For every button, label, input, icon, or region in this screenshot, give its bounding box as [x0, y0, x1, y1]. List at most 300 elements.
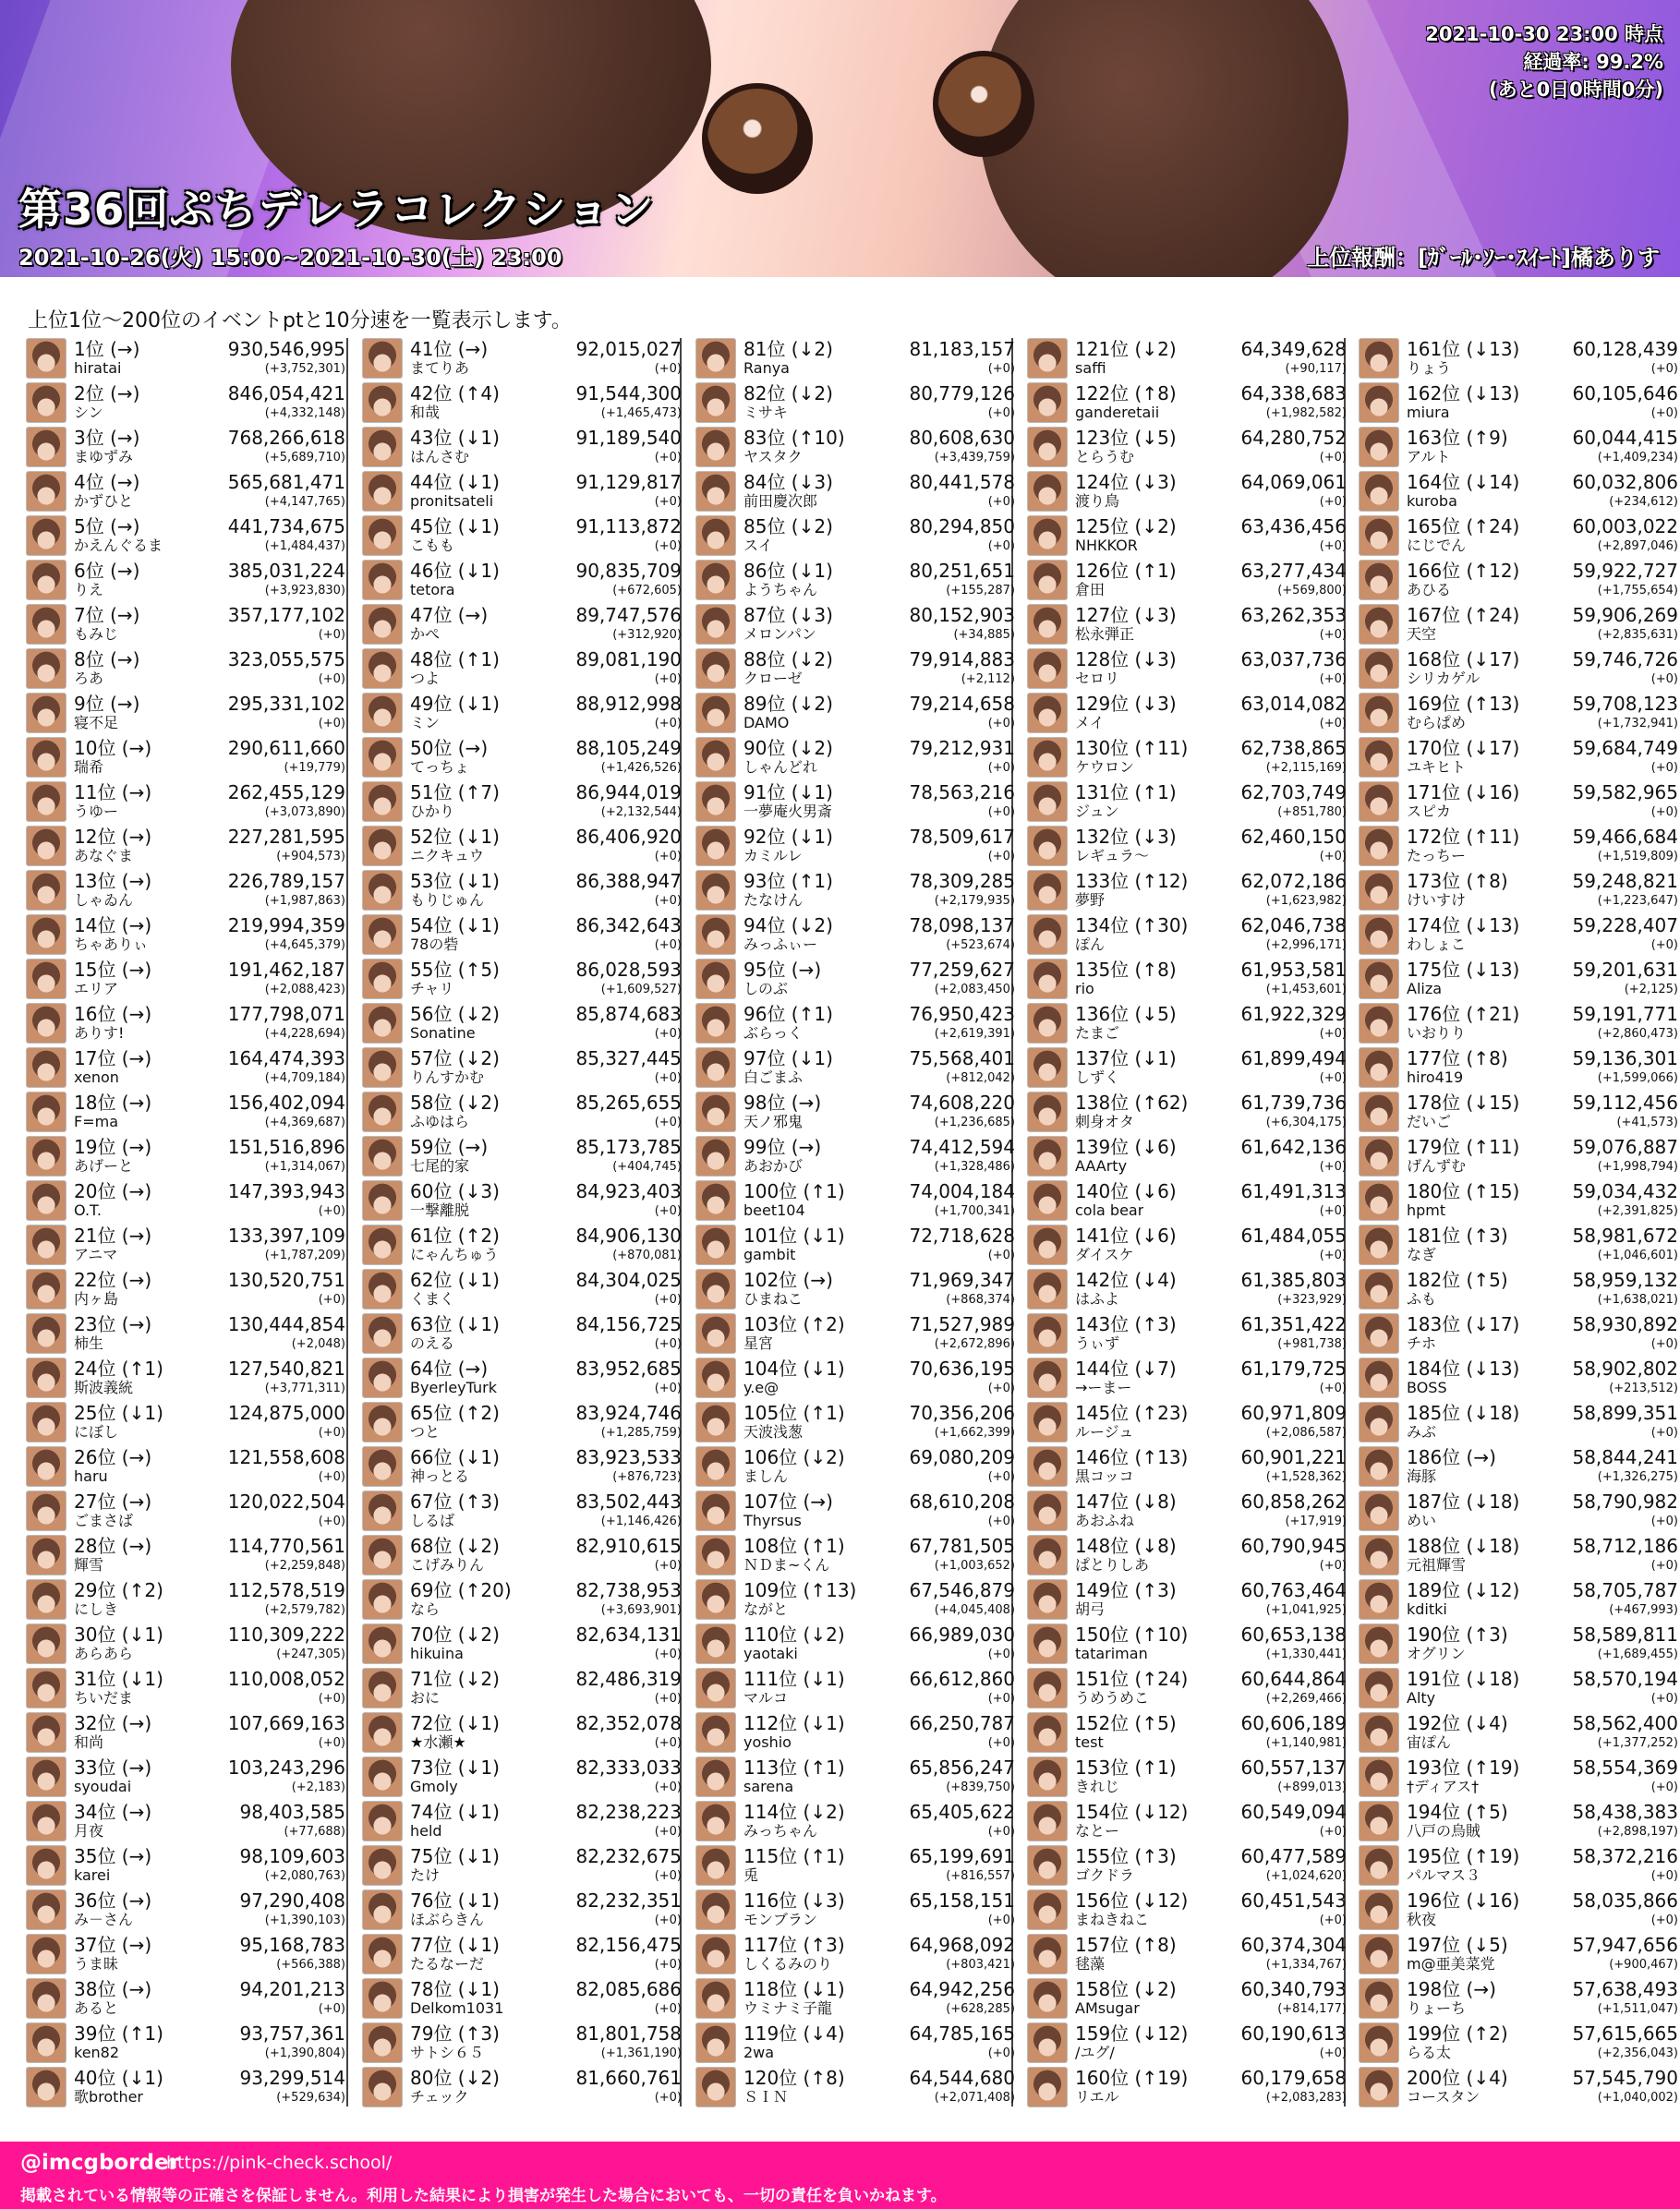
ranking-row [362, 1311, 682, 1356]
ten-minute-diff: (+0) [987, 1913, 1015, 1927]
ten-minute-diff: (+0) [318, 1515, 345, 1528]
player-name: ぶらっく [743, 1025, 804, 1042]
rank-label: 138位 (↑62) [1075, 1092, 1189, 1114]
ranking-row [1027, 1001, 1347, 1045]
player-name: アニマ [74, 1247, 118, 1263]
ranking-row [1359, 1311, 1678, 1356]
player-name: 柿生 [74, 1335, 104, 1352]
player-name: うぃず [1075, 1335, 1120, 1352]
ranking-row [695, 1400, 1015, 1444]
player-name: 海豚 [1407, 1468, 1437, 1485]
player-name: 一撃離脱 [410, 1202, 470, 1219]
player-name: はんさむ [410, 449, 470, 465]
avatar [362, 1358, 403, 1398]
player-name: レギュラ～ [1075, 848, 1150, 864]
event-points: 67,781,505 [909, 1535, 1015, 1557]
ranking-row [1359, 469, 1678, 513]
ranking-row [1027, 1799, 1347, 1843]
avatar [26, 560, 66, 600]
player-name: つよ [410, 670, 441, 687]
ten-minute-diff: (+2,898,197) [1597, 1825, 1678, 1839]
rank-label: 7位 (→) [74, 604, 140, 626]
player-name: gambit [743, 1247, 796, 1263]
event-points: 127,540,821 [227, 1358, 345, 1380]
rank-label: 171位 (↓16) [1407, 781, 1520, 803]
avatar [26, 1535, 66, 1575]
avatar [695, 1402, 736, 1442]
ten-minute-diff: (+1,377,252) [1597, 1736, 1678, 1750]
rank-label: 131位 (↑1) [1075, 781, 1177, 803]
player-name: beet104 [743, 1202, 805, 1219]
avatar [26, 1180, 66, 1221]
ranking-row [362, 1976, 682, 2021]
avatar [1359, 471, 1399, 512]
ten-minute-diff: (+672,605) [612, 584, 682, 598]
rank-label: 189位 (↓12) [1407, 1579, 1520, 1601]
avatar [1359, 604, 1399, 645]
rank-label: 64位 (→) [410, 1358, 489, 1380]
event-points: 60,653,138 [1240, 1624, 1347, 1646]
ten-minute-diff: (+876,723) [612, 1470, 682, 1484]
avatar [695, 1668, 736, 1708]
player-name: 黒コッコ [1075, 1468, 1134, 1485]
player-name: セロリ [1075, 670, 1120, 687]
rank-label: 96位 (↑1) [743, 1003, 833, 1025]
avatar [1359, 1845, 1399, 1886]
event-points: 65,158,151 [909, 1889, 1015, 1912]
avatar [362, 1712, 403, 1753]
player-name: saffi [1075, 360, 1106, 377]
player-name: あおふね [1075, 1513, 1135, 1529]
ranking-row [1027, 1976, 1347, 2021]
ranking-row [1359, 2065, 1678, 2109]
ten-minute-diff: (+523,674) [946, 938, 1015, 952]
ten-minute-diff: (+0) [1650, 1913, 1678, 1927]
rank-label: 179位 (↑11) [1407, 1136, 1520, 1158]
rank-label: 94位 (↓2) [743, 914, 833, 936]
event-points: 66,989,030 [909, 1624, 1015, 1646]
player-name: けいすけ [1407, 892, 1467, 909]
ten-minute-diff: (+0) [654, 1869, 682, 1883]
rank-label: 9位 (→) [74, 693, 140, 715]
rank-label: 152位 (↑5) [1075, 1712, 1177, 1734]
ranking-row [26, 1311, 345, 1356]
player-name: 78の砦 [410, 936, 459, 953]
ranking-column [26, 336, 345, 2109]
avatar [695, 1180, 736, 1221]
player-name: ganderetaii [1075, 404, 1160, 421]
ten-minute-diff: (+0) [1650, 938, 1678, 952]
ten-minute-diff: (+1,453,601) [1265, 983, 1347, 996]
player-name: にしき [74, 1601, 119, 1618]
ranking-column [1359, 336, 1678, 2109]
player-name: 刺身オタ [1075, 1114, 1135, 1130]
ten-minute-diff: (+3,771,311) [264, 1382, 345, 1395]
event-points: 65,856,247 [909, 1756, 1015, 1779]
status-remaining: (あと0日0時間0分) [1488, 78, 1663, 101]
player-name: わしょこ [1407, 936, 1467, 953]
ranking-row [1359, 1533, 1678, 1577]
rank-label: 182位 (↑5) [1407, 1269, 1508, 1291]
ten-minute-diff: (+900,467) [1609, 1958, 1678, 1972]
ten-minute-diff: (+1,623,982) [1265, 894, 1347, 908]
event-points: 85,327,445 [575, 1047, 682, 1069]
avatar [26, 959, 66, 999]
ranking-row [362, 1134, 682, 1178]
event-points: 81,660,761 [575, 2067, 682, 2089]
rank-label: 100位 (↑1) [743, 1180, 845, 1202]
avatar [26, 826, 66, 866]
player-name: モンブラン [743, 1912, 818, 1928]
avatar [695, 1358, 736, 1398]
player-name: 渡り鳥 [1075, 493, 1120, 510]
rank-label: 155位 (↑3) [1075, 1845, 1177, 1867]
event-points: 59,201,631 [1572, 959, 1678, 981]
ten-minute-diff: (+868,374) [946, 1293, 1015, 1307]
ranking-row [362, 1223, 682, 1267]
player-name: karei [74, 1867, 111, 1884]
rank-label: 69位 (↑20) [410, 1579, 512, 1601]
event-points: 65,405,622 [909, 1801, 1015, 1823]
player-name: カミルレ [743, 848, 803, 864]
ten-minute-diff: (+1,638,021) [1597, 1293, 1678, 1307]
rank-label: 156位 (↓12) [1075, 1889, 1189, 1912]
avatar [695, 1845, 736, 1886]
ten-minute-diff: (+0) [654, 1204, 682, 1218]
rank-label: 188位 (↓18) [1407, 1535, 1520, 1557]
player-name: はふよ [1075, 1291, 1120, 1308]
ten-minute-diff: (+0) [987, 539, 1015, 553]
ranking-row [1359, 691, 1678, 735]
event-points: 57,638,493 [1572, 1978, 1678, 2000]
ranking-row [26, 1489, 345, 1533]
ten-minute-diff: (+0) [1319, 495, 1347, 509]
player-name: 秋夜 [1407, 1912, 1437, 1928]
rank-label: 166位 (↑12) [1407, 560, 1520, 582]
ranking-row [362, 1622, 682, 1666]
event-points: 58,712,186 [1572, 1535, 1678, 1557]
avatar [362, 1668, 403, 1708]
player-name: ぽん [1075, 936, 1106, 953]
event-points: 62,046,738 [1240, 914, 1347, 936]
rank-label: 149位 (↑3) [1075, 1579, 1177, 1601]
event-points: 58,902,802 [1572, 1358, 1678, 1380]
ranking-row [26, 1356, 345, 1400]
player-name: ようちゃん [743, 582, 818, 598]
ten-minute-diff: (+803,421) [946, 1958, 1015, 1972]
avatar [362, 1579, 403, 1620]
event-points: 82,634,131 [575, 1624, 682, 1646]
ten-minute-diff: (+77,688) [284, 1825, 345, 1839]
avatar [1027, 914, 1068, 955]
rank-label: 45位 (↓1) [410, 515, 500, 537]
ranking-row [26, 1577, 345, 1622]
player-name: 天波浅葱 [743, 1424, 804, 1441]
avatar [362, 1934, 403, 1974]
event-points: 88,105,249 [575, 737, 682, 759]
rank-label: 104位 (↓1) [743, 1358, 845, 1380]
avatar [26, 1845, 66, 1886]
event-points: 60,340,793 [1240, 1978, 1347, 2000]
rank-label: 118位 (↓1) [743, 1978, 845, 2000]
ranking-row [26, 824, 345, 868]
rank-label: 148位 (↓8) [1075, 1535, 1177, 1557]
rank-label: 16位 (→) [74, 1003, 152, 1025]
event-points: 91,129,817 [575, 471, 682, 493]
player-name: test [1075, 1734, 1104, 1751]
avatar [695, 1491, 736, 1531]
event-points: 89,081,190 [575, 648, 682, 670]
avatar [362, 2067, 403, 2107]
rank-label: 88位 (↓2) [743, 648, 833, 670]
avatar [1027, 1003, 1068, 1044]
event-points: 82,738,953 [575, 1579, 682, 1601]
avatar [1359, 2022, 1399, 2063]
ten-minute-diff: (+0) [654, 1559, 682, 1573]
player-name: 和尚 [74, 1734, 104, 1751]
rank-label: 108位 (↑1) [743, 1535, 845, 1557]
rank-label: 130位 (↑11) [1075, 737, 1189, 759]
rank-label: 101位 (↓1) [743, 1225, 845, 1247]
twitter-handle-link[interactable]: @imcgborder [20, 2151, 179, 2175]
avatar [695, 959, 736, 999]
event-points: 59,708,123 [1572, 693, 1678, 715]
event-points: 60,790,945 [1240, 1535, 1347, 1557]
rank-label: 47位 (→) [410, 604, 489, 626]
ten-minute-diff: (+1,609,527) [600, 983, 682, 996]
player-name: ごまさば [74, 1513, 134, 1529]
ranking-row [26, 1444, 345, 1489]
ten-minute-diff: (+812,042) [946, 1071, 1015, 1085]
avatar [26, 2022, 66, 2063]
ranking-row [695, 646, 1015, 691]
rank-label: 120位 (↑8) [743, 2067, 845, 2089]
avatar [1359, 1092, 1399, 1132]
ten-minute-diff: (+0) [987, 1736, 1015, 1750]
avatar [695, 781, 736, 822]
player-name: しずく [1075, 1069, 1120, 1086]
ranking-row [695, 1710, 1015, 1755]
avatar [695, 382, 736, 423]
event-points: 768,266,618 [227, 427, 345, 449]
rank-label: 102位 (→) [743, 1269, 833, 1291]
rank-label: 142位 (↓4) [1075, 1269, 1177, 1291]
event-points: 63,037,736 [1240, 648, 1347, 670]
ranking-row [26, 1976, 345, 2021]
rank-label: 65位 (↑2) [410, 1402, 500, 1424]
event-points: 59,746,726 [1572, 648, 1678, 670]
rank-label: 60位 (↓3) [410, 1180, 500, 1202]
event-points: 130,520,751 [227, 1269, 345, 1291]
ten-minute-diff: (+0) [654, 1337, 682, 1351]
ranking-row [362, 1888, 682, 1932]
player-name: あひる [1407, 582, 1452, 598]
ten-minute-diff: (+0) [654, 1913, 682, 1927]
rank-label: 43位 (↓1) [410, 427, 500, 449]
ten-minute-diff: (+1,314,067) [264, 1160, 345, 1174]
ten-minute-diff: (+981,738) [1277, 1337, 1347, 1351]
ranking-row [1027, 1622, 1347, 1666]
rank-label: 5位 (→) [74, 515, 140, 537]
avatar [1027, 1136, 1068, 1177]
avatar [1359, 1889, 1399, 1930]
avatar [1027, 515, 1068, 556]
ranking-row [362, 868, 682, 912]
event-points: 63,262,353 [1240, 604, 1347, 626]
ranking-row [695, 1932, 1015, 1976]
avatar [1359, 1180, 1399, 1221]
player-name: てっちょ [410, 759, 470, 776]
ten-minute-diff: (+0) [1650, 1337, 1678, 1351]
avatar [695, 1092, 736, 1132]
ranking-column [695, 336, 1015, 2109]
ranking-row [362, 912, 682, 957]
ranking-row [1027, 1090, 1347, 1134]
player-name: りえ [74, 582, 104, 598]
rank-label: 37位 (→) [74, 1934, 152, 1956]
avatar [362, 1845, 403, 1886]
avatar [362, 1756, 403, 1797]
player-name: だいご [1407, 1114, 1452, 1130]
player-name: たまご [1075, 1025, 1120, 1042]
ten-minute-diff: (+0) [1319, 1027, 1347, 1041]
ten-minute-diff: (+0) [654, 1692, 682, 1706]
player-name: 宙ぽん [1407, 1734, 1452, 1751]
ranking-row [1027, 1755, 1347, 1799]
event-points: 86,944,019 [575, 781, 682, 803]
rank-label: 39位 (↑1) [74, 2022, 163, 2045]
avatar [1359, 781, 1399, 822]
event-points: 61,642,136 [1240, 1136, 1347, 1158]
avatar [1359, 1313, 1399, 1354]
rank-label: 192位 (↓4) [1407, 1712, 1508, 1734]
player-name: クローゼ [743, 670, 803, 687]
player-name: tetora [410, 582, 455, 598]
avatar [26, 1668, 66, 1708]
event-points: 121,558,608 [227, 1446, 345, 1468]
ranking-row [362, 1843, 682, 1888]
event-points: 565,681,471 [227, 471, 345, 493]
ranking-row [1359, 425, 1678, 469]
site-url-link[interactable]: https://pink-check.school/ [166, 2153, 393, 2173]
ten-minute-diff: (+312,920) [612, 628, 682, 642]
event-points: 60,557,137 [1240, 1756, 1347, 1779]
event-points: 59,034,432 [1572, 1180, 1678, 1202]
ten-minute-diff: (+1,484,437) [264, 539, 345, 553]
ten-minute-diff: (+1,330,441) [1265, 1648, 1347, 1661]
event-points: 68,610,208 [909, 1491, 1015, 1513]
event-points: 92,015,027 [575, 338, 682, 360]
event-points: 60,549,094 [1240, 1801, 1347, 1823]
avatar [1359, 1579, 1399, 1620]
rank-label: 126位 (↑1) [1075, 560, 1177, 582]
avatar [695, 737, 736, 778]
event-points: 61,491,313 [1240, 1180, 1347, 1202]
ranking-row [26, 1400, 345, 1444]
player-name: コースタン [1407, 2089, 1481, 2106]
avatar [1359, 338, 1399, 379]
ranking-row [1027, 513, 1347, 558]
event-points: 441,734,675 [227, 515, 345, 537]
player-name: ちいだま [74, 1690, 134, 1707]
player-name: kuroba [1407, 493, 1457, 510]
player-name: sarena [743, 1779, 794, 1795]
event-points: 95,168,783 [239, 1934, 345, 1956]
rank-label: 199位 (↑2) [1407, 2022, 1508, 2045]
player-name: ニクキュウ [410, 848, 485, 864]
avatar [26, 1358, 66, 1398]
ten-minute-diff: (+34,885) [953, 628, 1015, 642]
avatar [362, 338, 403, 379]
player-name: チャリ [410, 981, 454, 997]
rank-label: 25位 (↓1) [74, 1402, 163, 1424]
ten-minute-diff: (+0) [1650, 805, 1678, 819]
rank-label: 75位 (↓1) [410, 1845, 500, 1867]
player-name: みっふぃー [743, 936, 818, 953]
avatar [26, 1269, 66, 1310]
event-points: 110,008,052 [227, 1668, 345, 1690]
rank-label: 20位 (→) [74, 1180, 152, 1202]
avatar [1359, 1934, 1399, 1974]
player-name: かえんぐるま [74, 537, 163, 554]
rank-label: 177位 (↑8) [1407, 1047, 1508, 1069]
player-name: アルト [1407, 449, 1451, 465]
ten-minute-diff: (+529,634) [276, 2091, 345, 2105]
event-points: 151,516,896 [227, 1136, 345, 1158]
avatar [695, 471, 736, 512]
ranking-row [1359, 1223, 1678, 1267]
avatar [26, 1092, 66, 1132]
ranking-row [1359, 1444, 1678, 1489]
event-points: 227,281,595 [227, 826, 345, 848]
ranking-row [362, 1444, 682, 1489]
ten-minute-diff: (+4,147,765) [264, 495, 345, 509]
player-name: ありす! [74, 1025, 125, 1042]
ten-minute-diff: (+0) [654, 1825, 682, 1839]
avatar [26, 1047, 66, 1088]
event-points: 58,844,241 [1572, 1446, 1678, 1468]
rank-label: 72位 (↓1) [410, 1712, 500, 1734]
ranking-row [26, 1799, 345, 1843]
event-points: 59,228,407 [1572, 914, 1678, 936]
event-points: 59,906,269 [1572, 604, 1678, 626]
ten-minute-diff: (+2,269,466) [1265, 1692, 1347, 1706]
avatar [1359, 1535, 1399, 1575]
player-name: まてりあ [410, 360, 470, 377]
ranking-row [362, 691, 682, 735]
ten-minute-diff: (+0) [654, 2002, 682, 2016]
player-name: 天ノ邪鬼 [743, 1114, 804, 1130]
ten-minute-diff: (+1,024,620) [1265, 1869, 1347, 1883]
avatar [1359, 382, 1399, 423]
ranking-row [26, 380, 345, 425]
event-points: 91,189,540 [575, 427, 682, 449]
player-name: しゃゐん [74, 892, 134, 909]
rank-label: 195位 (↑19) [1407, 1845, 1520, 1867]
player-name: いおりり [1407, 1025, 1467, 1042]
ten-minute-diff: (+0) [987, 850, 1015, 863]
event-points: 64,280,752 [1240, 427, 1347, 449]
player-name: F=ma [74, 1114, 118, 1130]
avatar [26, 1889, 66, 1930]
rank-label: 137位 (↓1) [1075, 1047, 1177, 1069]
ranking-row [1359, 1356, 1678, 1400]
ten-minute-diff: (+1,700,341) [934, 1204, 1015, 1218]
ten-minute-diff: (+3,752,301) [264, 362, 345, 376]
event-points: 60,858,262 [1240, 1491, 1347, 1513]
event-points: 61,179,725 [1240, 1358, 1347, 1380]
ranking-row [1027, 824, 1347, 868]
